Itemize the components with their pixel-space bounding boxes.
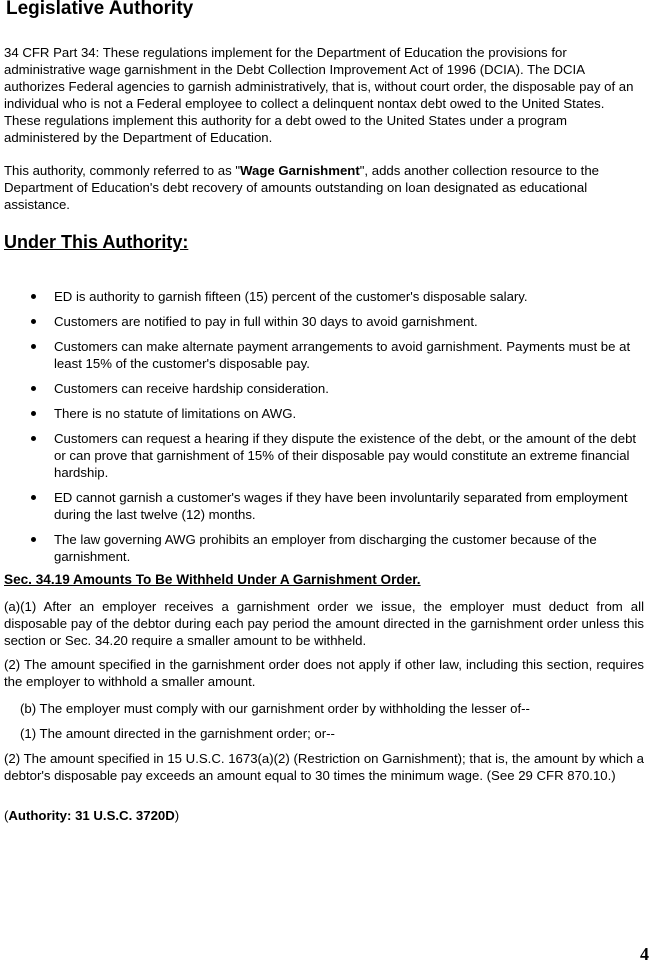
citation-text: Authority: 31 U.S.C. 3720D bbox=[8, 808, 175, 823]
authority-bullet-list bbox=[0, 288, 656, 573]
list-item-text: Customers can request a hearing if they dispute the existence of the debt, or the amount of the debt or can prove that garnishment of 15% of their disposable pay would constitute an extreme financial hardship. bbox=[54, 431, 637, 480]
section-b2-paragraph: (2) The amount specified in 15 U.S.C. 1673(a)(2) (Restriction on Garnishment); that is, the amount by which a debtor's disposable pay exceeds an amount equal to 30 times the minimum wage. (See 29 CFR 870.10.) bbox=[4, 751, 644, 783]
list-item-text: Customers can receive hardship consideration. bbox=[54, 381, 329, 396]
list-item-text: Customers can make alternate payment arrangements to avoid garnishment. Payments must be at least 15% of the customer's disposable pay. bbox=[54, 339, 631, 371]
authority-text-before: This authority, commonly referred to as " bbox=[4, 163, 241, 178]
section-b1-paragraph: (1) The amount directed in the garnishment order; or-- bbox=[20, 726, 335, 741]
bullet-icon bbox=[31, 294, 36, 299]
list-item bbox=[0, 313, 644, 330]
bullet-icon bbox=[31, 344, 36, 349]
list-item bbox=[0, 489, 644, 523]
section-heading: Sec. 34.19 Amounts To Be Withheld Under A Garnishment Order. bbox=[4, 572, 421, 587]
section-a1-paragraph: (a)(1) After an employer receives a garnishment order we issue, the employer must deduct from all disposable pay of the debtor during each pay period the amount directed in the garnishment order unless this section or Sec. 34.20 require a smaller amount to be withheld. bbox=[4, 599, 644, 648]
bullet-icon bbox=[31, 537, 36, 542]
authority-citation bbox=[4, 807, 644, 824]
bullet-icon bbox=[31, 436, 36, 441]
list-item bbox=[0, 288, 644, 305]
list-item bbox=[0, 380, 644, 397]
bullet-icon bbox=[31, 411, 36, 416]
list-item-text: There is no statute of limitations on AWG. bbox=[54, 406, 297, 421]
page-title: Legislative Authority bbox=[6, 0, 194, 19]
section-b-paragraph: (b) The employer must comply with our garnishment order by withholding the lesser of-- bbox=[20, 701, 530, 716]
bullet-icon bbox=[31, 386, 36, 391]
list-item-text: Customers are notified to pay in full within 30 days to avoid garnishment. bbox=[54, 314, 478, 329]
authority-paragraph bbox=[4, 162, 644, 213]
page-number: 4 bbox=[640, 944, 649, 964]
authority-text-after: ", adds another collection resource to the Department of Education's debt recovery of amounts outstanding on loan designated as educational assistance. bbox=[4, 163, 600, 212]
under-authority-heading: Under This Authority: bbox=[4, 232, 189, 252]
wage-garnishment-term: Wage Garnishment bbox=[240, 163, 360, 178]
list-item bbox=[0, 405, 644, 422]
citation-open-paren: ( bbox=[4, 808, 9, 823]
list-item-text: ED is authority to garnish fifteen (15) percent of the customer's disposable salary. bbox=[54, 289, 528, 304]
list-item bbox=[0, 430, 644, 481]
list-item bbox=[0, 531, 644, 565]
intro-paragraph: 34 CFR Part 34: These regulations implement for the Department of Education the provisions for administrative wage garnishment in the Debt Collection Improvement Act of 1996 (DCIA). The DCIA authorizes Federal agencies to garnish administratively, that is, without court order, the disposable pay of an individual who is not a Federal employee to collect a delinquent nontax debt owed to the United States. These regulations implement this authority for a debt owed to the United States under a program administered by the Department of Education. bbox=[4, 45, 634, 145]
bullet-icon bbox=[31, 319, 36, 324]
list-item-text: ED cannot garnish a customer's wages if they have been involuntarily separated from employment during the last twelve (12) months. bbox=[54, 490, 628, 522]
list-item-text: The law governing AWG prohibits an employer from discharging the customer because of the garnishment. bbox=[54, 532, 597, 564]
bullet-icon bbox=[31, 495, 36, 500]
citation-close-paren: ) bbox=[174, 808, 180, 823]
section-a2-paragraph: (2) The amount specified in the garnishment order does not apply if other law, including this section, requires the employer to withhold a smaller amount. bbox=[4, 657, 644, 689]
list-item bbox=[0, 338, 644, 372]
